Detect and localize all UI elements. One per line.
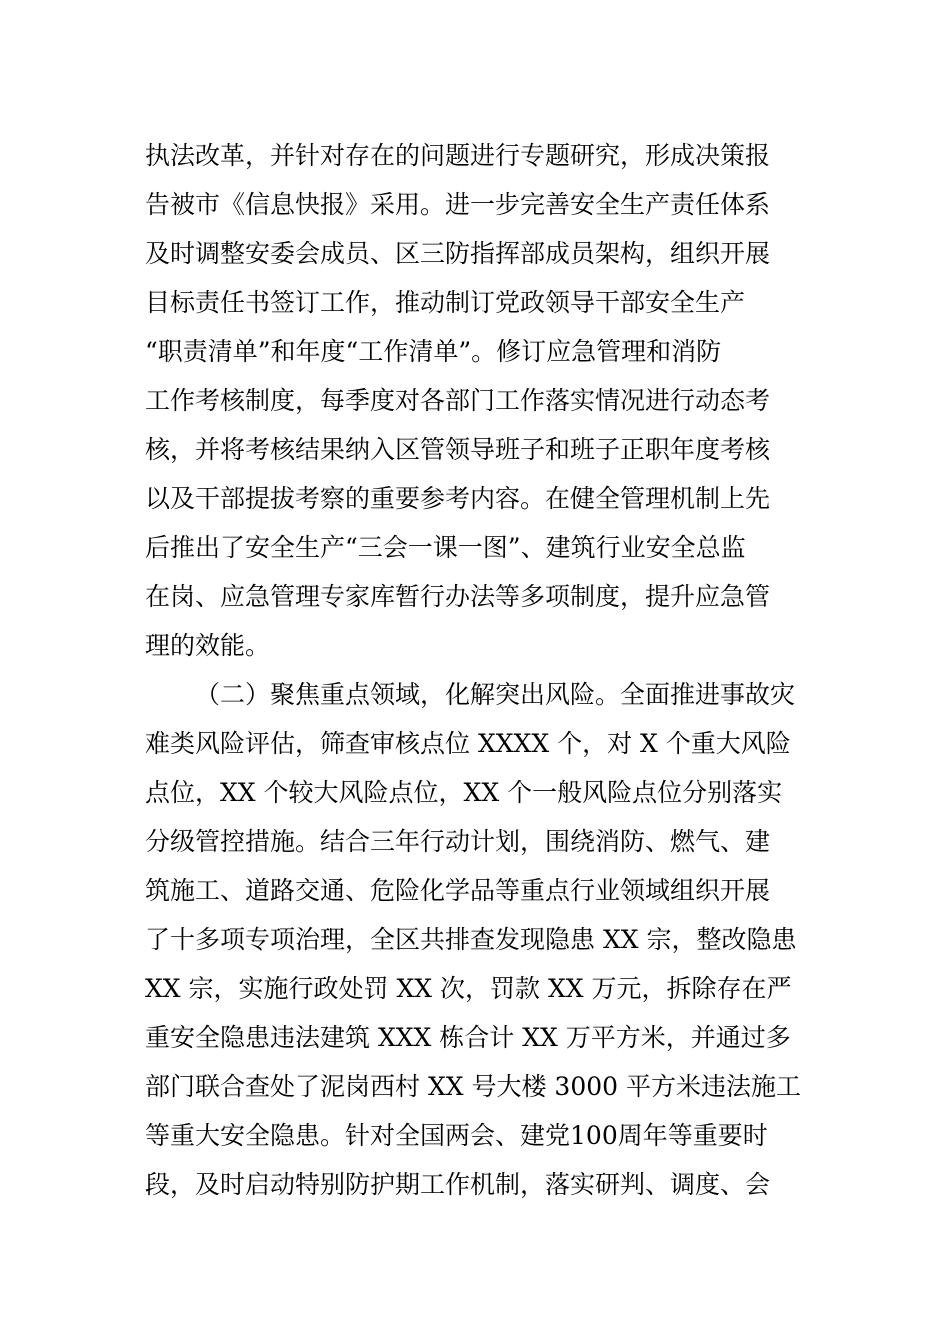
text-line-5: “职责清单”和年度“工作清单”。修订应急管理和消防 (145, 337, 722, 366)
text-line-21: 等重大安全隐患。针对全国两会、建党100周年等重要时 (145, 1121, 768, 1150)
text-line-14: 点位，XX 个较大风险点位，XX 个一般风险点位分别落实 (145, 778, 783, 807)
text-line-6: 工作考核制度，每季度对各部门工作落实情况进行动态考 (145, 386, 771, 415)
text-line-3: 及时调整安委会成员、区三防指挥部成员架构，组织开展 (145, 239, 771, 268)
text-line-1: 执法改革，并针对存在的问题进行专题研究，形成决策报 (145, 141, 771, 170)
text-line-16: 筑施工、道路交通、危险化学品等重点行业领域组织开展 (145, 876, 771, 905)
text-line-15: 分级管控措施。结合三年行动计划，围绕消防、燃气、建 (145, 827, 771, 856)
text-line-20: 部门联合查处了泥岗西村 XX 号大楼 3000 平方米违法施工 (145, 1072, 802, 1101)
text-line-8: 以及干部提拔考察的重要参考内容。在健全管理机制上先 (145, 484, 771, 513)
text-line-13: 难类风险评估，筛查审核点位 XXXX 个，对 X 个重大风险 (145, 729, 791, 758)
text-line-4: 目标责任书签订工作，推动制订党政领导干部安全生产 (145, 288, 746, 317)
text-line-10: 在岗、应急管理专家库暂行办法等多项制度，提升应急管 (145, 582, 771, 611)
text-line-22: 段，及时启动特别防护期工作机制，落实研判、调度、会 (145, 1170, 771, 1199)
section-heading-line: （二）聚焦重点领域，化解突出风险。全面推进事故灾 (195, 680, 796, 709)
text-line-7: 核，并将考核结果纳入区管领导班子和班子正职年度考核 (145, 435, 771, 464)
text-line-11: 理的效能。 (145, 631, 271, 660)
text-line-19: 重安全隐患违法建筑 XXX 栋合计 XX 万平方米，并通过多 (145, 1023, 791, 1052)
text-line-18: XX 宗，实施行政处罚 XX 次，罚款 XX 万元，拆除存在严 (145, 974, 792, 1003)
text-line-9: 后推出了安全生产“三会一课一图”、建筑行业安全总监 (145, 533, 746, 562)
text-line-17: 了十多项专项治理，全区共排查发现隐患 XX 宗，整改隐患 (145, 925, 797, 954)
text-line-2: 告被市《信息快报》采用。进一步完善安全生产责任体系 (145, 190, 771, 219)
